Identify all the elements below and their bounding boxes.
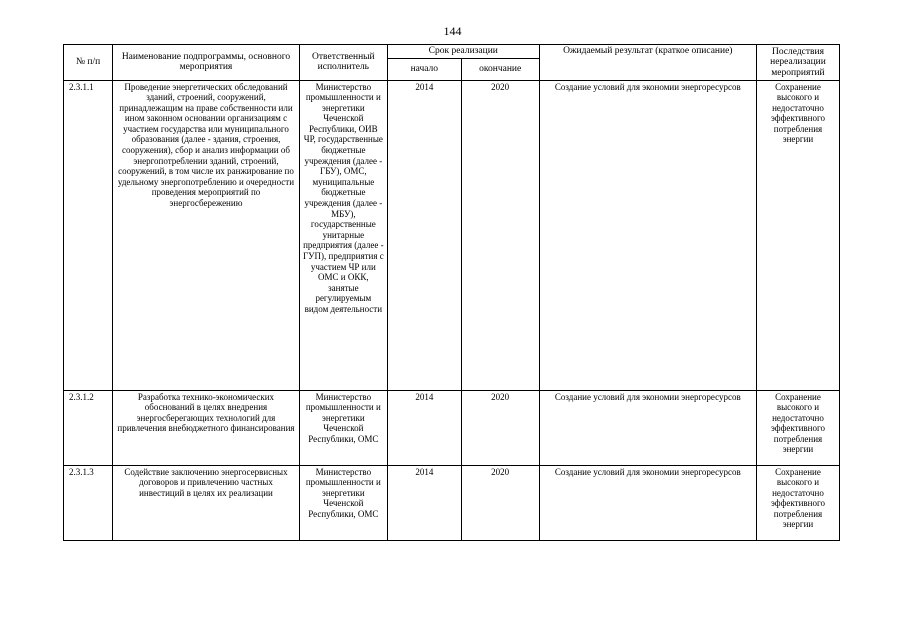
row-result: Создание условий для экономии энергоресурсов bbox=[539, 80, 756, 390]
row-name: Проведение энергетических обследований зданий, строений, сооружений, принадлежащим на праве собственности или ином законном основании организациям с участием государства или муниципального образования (далее - здания, строения, сооружения), сбор и анализ информации об энергопотреблении зданий, строений, сооружений, в том числе их ранжирование по удельному энергопотреблению и очередности проведения мероприятий по энергосбережению bbox=[113, 80, 300, 390]
row-start: 2014 bbox=[387, 80, 461, 390]
table-row bbox=[64, 390, 840, 465]
row-num: 2.3.1.2 bbox=[64, 390, 113, 465]
row-consequences: Сохранение высокого и недостаточно эффективного потребления энергии bbox=[756, 390, 839, 465]
header-name: Наименование подпрограммы, основного мероприятия bbox=[113, 45, 300, 81]
row-num: 2.3.1.1 bbox=[64, 80, 113, 390]
row-executor: Министерство промышленности и энергетики Чеченской Республики, ОМС bbox=[299, 390, 387, 465]
row-consequences: Сохранение высокого и недостаточно эффективного потребления энергии bbox=[756, 465, 839, 540]
row-executor: Министерство промышленности и энергетики Чеченской Республики, ОИВ ЧР, государственные бюджетные учреждения (далее - ГБУ), ОМС, муниципальные бюджетные учреждения (далее - МБУ), государственные унитарные предприятия (далее - ГУП), предприятия с участием ЧР или ОМС и ОКК, занятые регулируемым видом деятельности bbox=[299, 80, 387, 390]
row-name: Содействие заключению энергосервисных договоров и привлечению частных инвестиций в целях их реализации bbox=[113, 465, 300, 540]
table-row bbox=[64, 80, 840, 390]
row-end: 2020 bbox=[461, 465, 539, 540]
header-executor: Ответственный исполнитель bbox=[299, 45, 387, 81]
header-end: окончание bbox=[461, 58, 539, 80]
row-end: 2020 bbox=[461, 80, 539, 390]
measures-table bbox=[63, 44, 840, 541]
row-consequences: Сохранение высокого и недостаточно эффективного потребления энергии bbox=[756, 80, 839, 390]
row-start: 2014 bbox=[387, 390, 461, 465]
table-row bbox=[64, 465, 840, 540]
header-start: начало bbox=[387, 58, 461, 80]
page-number: 144 bbox=[443, 24, 462, 38]
header-num: № п/п bbox=[64, 45, 113, 81]
header-term: Срок реализации bbox=[387, 45, 539, 59]
row-result: Создание условий для экономии энергоресурсов bbox=[539, 465, 756, 540]
row-end: 2020 bbox=[461, 390, 539, 465]
row-name: Разработка технико-экономических обоснований в целях внедрения энергосберегающих технологий для привлечения внебюджетного финансирования bbox=[113, 390, 300, 465]
header-result: Ожидаемый результат (краткое описание) bbox=[539, 45, 756, 81]
row-result: Создание условий для экономии энергоресурсов bbox=[539, 390, 756, 465]
row-executor: Министерство промышленности и энергетики Чеченской Республики, ОМС bbox=[299, 465, 387, 540]
row-num: 2.3.1.3 bbox=[64, 465, 113, 540]
header-consequences: Последствия нереализации мероприятий bbox=[756, 45, 839, 81]
row-start: 2014 bbox=[387, 465, 461, 540]
